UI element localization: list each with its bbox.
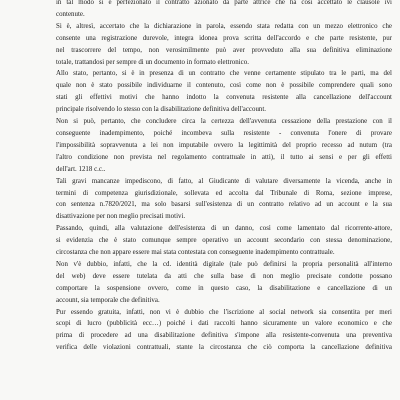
text-line: Si è, altresì, accertato che la dichiarazione in parola, essendo stata redatta con un mezzo elettronico che	[56, 22, 392, 30]
text-line: l'altro condizione non prevista nel regolamento contrattuale in atti), il tutto ai sensi e per gli effetti	[56, 153, 392, 161]
text-line: nel trascorrere del tempo, non verosimilmente può aver provveduto alla sua definitiva eliminazione	[56, 46, 392, 54]
paragraph-5	[56, 176, 392, 224]
paragraph-7	[56, 259, 392, 307]
text-line: l'impossibilità sopravvenuta a lei non imputabile ovvero la legittimità del proprio recesso ad nutum (tra	[56, 141, 392, 149]
text-line: Non v'è dubbio, infatti, che la cd. identità digitale (tale può definirsi la propria personalità all'interno	[56, 260, 392, 268]
paragraph-8	[56, 307, 392, 355]
paragraph-2	[56, 21, 392, 69]
text-line: totale, trattandosi per sempre di un documento in formato elettronico.	[56, 58, 249, 66]
text-line: stati gli effettivi motivi che hanno indotto la convenuta resistente alla cancellazione dell'account	[56, 94, 392, 102]
text-line: Non si può, pertanto, che concludere circa la certezza dell'avvenuta cessazione della prestazione con il	[56, 118, 392, 126]
text-line: verifica delle violazioni contrattuali, stante la circostanza che ciò comporta la cancellazione definitiva	[56, 344, 392, 352]
text-line: Pur essendo gratuita, infatti, non vi è dubbio che l'iscrizione al social network sia consentita per meri	[56, 308, 392, 316]
text-line: consente una registrazione durevole, integra idonea prova scritta dell'accordo e che parte resistente, pur	[56, 34, 392, 42]
text-line: disattivazione per non meglio precisati motivi.	[56, 213, 186, 221]
text-line: account, sia temporale che definitiva.	[56, 296, 160, 304]
text-line: scopi di lucro (pubblicità ecc…) poiché i dati raccolti hanno sicuramente un valore economico e che	[56, 320, 392, 328]
paragraph-4	[56, 116, 392, 176]
paragraph-1	[56, 0, 392, 21]
text-line: prima di procedere ad una disabilitazione definitiva s'impone alla resistente-convenuta una preventiva	[56, 332, 392, 340]
document-body	[56, 0, 392, 354]
paragraph-3	[56, 68, 392, 116]
text-line: dell'art. 1218 c.c..	[56, 165, 106, 173]
text-line: Allo stato, pertanto, si è in presenza di un contratto che venne certamente stipulato tra le parti, ma del	[56, 70, 392, 78]
text-line: del web) deve essere tutelata da atti che sulla base di non meglio precisate condotte possano	[56, 272, 392, 280]
text-line: quale non è stato possibile individuarne il contenuto, così come non è possibile comprendere quali sono	[56, 82, 392, 90]
text-line: contenute.	[56, 10, 85, 18]
text-line: termini di competenza giurisdizionale, sollevata ed accolta dal Tribunale di Roma, sezione imprese,	[56, 189, 392, 197]
text-line: principale risolvendo lo stesso con la disabilitazione definitiva dell'account.	[56, 106, 267, 114]
text-line: si evidenzia che è stato comunque sempre operativo un account secondario con stessa denominazione,	[56, 237, 392, 245]
text-line: conseguente inadempimento, poiché incombeva sulla resistente - convenuta l'onere di provare	[56, 129, 392, 137]
text-line: Passando, quindi, alla valutazione dell'esistenza di un danno, così come lamentato dal ricorrente-attore,	[56, 225, 392, 233]
text-line: comportare la sospensione ovvero, come in questo caso, la disabilitazione e cancellazione di un	[56, 284, 392, 292]
text-line: Tali gravi mancanze impediscono, di fatto, al Giudicante di valutare diversamente la vicenda, anche in	[56, 177, 392, 185]
text-line: circostanza che non appare essere mai stata contestata con conseguente inadempimento contrattuale.	[56, 249, 335, 257]
text-line: con sentenza n.7820/2021, ma solo basarsi sull'esistenza di un contratto relativo ad un account e la sua	[56, 201, 392, 209]
paragraph-6	[56, 223, 392, 259]
text-line: in tal modo si è perfezionato il contratto azionato da parte attrice che ha così accettato le clausole ivi	[56, 0, 392, 6]
